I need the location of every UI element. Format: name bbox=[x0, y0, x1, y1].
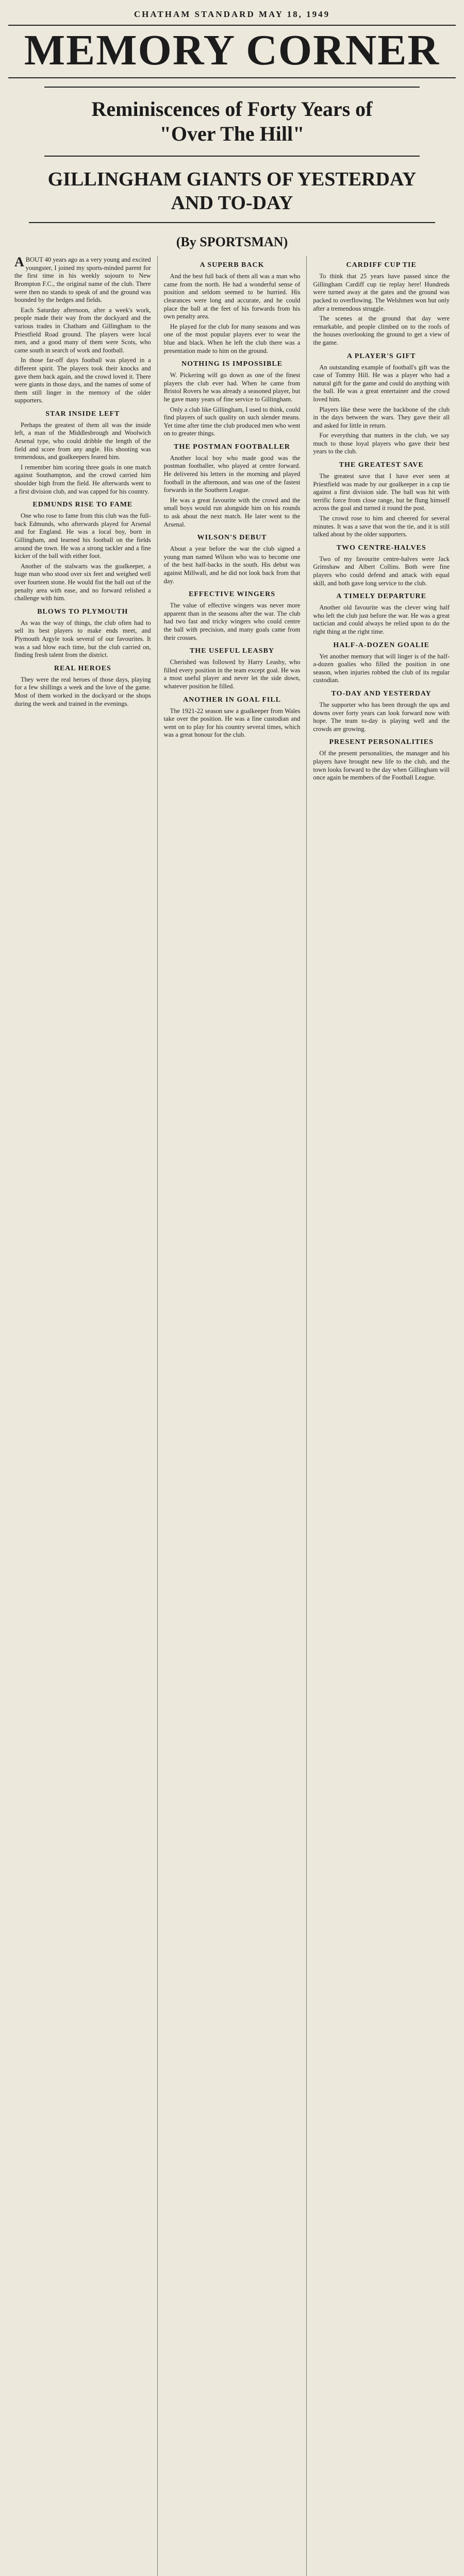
paragraph: The supporter who has been through the ups and downs over forty years can look forward now with hope. The team to-day is playing well and the crowds are growing. bbox=[313, 701, 450, 733]
subheading: HALF-A-DOZEN GOALIE bbox=[333, 641, 429, 649]
paragraph: Another old favourite was the clever wing half who left the club just before the war. He was a great tactician and could always be relied upon to do the right thing at the right time. bbox=[313, 604, 450, 635]
headline bbox=[29, 161, 435, 223]
paragraph: Of the present personalities, the manager and his players have brought new life to the club, and the town looks forward to the day when Gillingham will once again be members of the Football League. bbox=[313, 750, 450, 782]
paragraph: ABOUT 40 years ago as a very young and excited youngster, I joined my sports-minded parent for the first time in his weekly sojourn to New Brompton F.C., the original name of the club. There were then no stands to speak of and the ground was bounded by the hedges and fields. bbox=[14, 256, 151, 304]
subheading: TO-DAY AND YESTERDAY bbox=[331, 689, 432, 698]
subheading: WILSON'S DEBUT bbox=[197, 534, 267, 542]
paragraph: Yet another memory that will linger is of the half-a-dozen goalies who filled the position in one season, when injuries robbed the club of its regular custodian. bbox=[313, 652, 450, 684]
column-3 bbox=[307, 256, 456, 2576]
paragraph: For everything that matters in the club, we say much to those loyal players who gave their best years to the club. bbox=[313, 432, 450, 455]
paragraph: W. Pickering will go down as one of the finest players the club ever had. When he came from Bristol Rovers he was already a seasoned player, but he gave many years of fine service to Gillingham. bbox=[163, 371, 301, 403]
column-1 bbox=[8, 256, 158, 2576]
paragraph: One who rose to fame from this club was the full-back Edmunds, who afterwards played for Arsenal and for England. He was a local boy, born in Gillingham, and learned his football on the fields around the town. He was a strong tackler and a fine kicker of the ball with either foot. bbox=[14, 512, 151, 560]
subheading: THE GREATEST SAVE bbox=[339, 461, 424, 469]
divider bbox=[8, 77, 456, 78]
subheading: CARDIFF CUP TIE bbox=[346, 261, 417, 269]
paragraph: About a year before the war the club signed a young man named Wilson who was to become one of the best half-backs in the south. His debut was against Millwall, and he did not look back from that day. bbox=[163, 545, 301, 585]
paragraph: The scenes at the ground that day were remarkable, and people climbed on to the roofs of the houses overlooking the ground to get a view of the game. bbox=[313, 315, 450, 346]
subheading: A TIMELY DEPARTURE bbox=[336, 592, 426, 601]
subheading: THE POSTMAN FOOTBALLER bbox=[174, 443, 290, 451]
subheading: ANOTHER IN GOAL FILL bbox=[183, 696, 281, 704]
paragraph: Each Saturday afternoon, after a week's work, people made their way from the dockyard and the various trades in Chatham and Gillingham to the Priestfield Road ground. The players were local men, and a good many of them were Scots, who came south in search of work and football. bbox=[14, 306, 151, 354]
page-title: MEMORY CORNER bbox=[24, 26, 440, 74]
masthead bbox=[8, 9, 456, 78]
standfirst-line-1: Reminiscences of Forty Years of bbox=[91, 97, 373, 121]
subheading: TWO CENTRE-HALVES bbox=[336, 544, 426, 552]
headline-line-2: AND TO-DAY bbox=[171, 192, 293, 214]
standfirst-line-2: "Over The Hill" bbox=[159, 122, 305, 145]
standfirst bbox=[44, 87, 420, 157]
paragraph: The crowd rose to him and cheered for several minutes. It was a save that won the tie, and it is still talked about by the older supporters. bbox=[313, 515, 450, 538]
paragraph: The value of effective wingers was never more apparent than in the seasons after the war. The club had two fast and tricky wingers who could centre the ball with precision, and many goals came from their crosses. bbox=[163, 602, 301, 641]
paragraph: I remember him scoring three goals in one match against Southampton, and the crowd carried him shoulder high from the field. He afterwards went to a first division club, and was capped for his country. bbox=[14, 463, 151, 495]
headline-line-1: GILLINGHAM GIANTS OF YESTERDAY bbox=[47, 168, 417, 190]
subheading: REAL HEROES bbox=[54, 664, 111, 672]
paragraph: Cherished was followed by Harry Leasby, who filled every position in the team except goal. He was a most useful player and never let the side down, whatever position he filled. bbox=[163, 658, 301, 690]
subheading: THE USEFUL LEASBY bbox=[189, 647, 275, 655]
subheading: PRESENT PERSONALITIES bbox=[329, 738, 434, 747]
byline: (By SPORTSMAN) bbox=[176, 234, 288, 250]
subheading: BLOWS TO PLYMOUTH bbox=[37, 607, 128, 616]
paragraph: They were the real heroes of those days, playing for a few shillings a week and the love of the game. Most of them worked in the dockyard or the shops during the week and trained in the evenings. bbox=[14, 675, 151, 707]
paragraph: And the best full back of them all was a man who came from the north. He had a wonderful sense of position and seldom seemed to be hurried. His clearances were long and accurate, and he could place the ball at the feet of his forwards from his own penalty area. bbox=[163, 273, 301, 320]
subheading: EFFECTIVE WINGERS bbox=[188, 590, 276, 599]
paragraph: In those far-off days football was played in a different spirit. The players took their knocks and gave them back again, and the crowd loved it. There were giants in those days, and the names of some of them still linger in the memory of the older supporters. bbox=[14, 357, 151, 404]
paragraph: Another local boy who made good was the postman footballer, who played at centre forward. He delivered his letters in the morning and played football in the afternoon, and was one of the fastest forwards in the Southern League. bbox=[163, 454, 301, 494]
paragraph: He played for the club for many seasons and was one of the most popular players ever to wear the blue and black. When he left the club there was a presentation made to him on the ground. bbox=[163, 323, 301, 354]
paragraph: He was a great favourite with the crowd and the small boys would run alongside him on his rounds to ask about the next match. He later went to the Arsenal. bbox=[163, 496, 301, 528]
column-2 bbox=[158, 256, 307, 2576]
subheading: STAR INSIDE LEFT bbox=[45, 410, 120, 418]
paragraph: The 1921-22 season saw a goalkeeper from Wales take over the position. He was a fine custodian and went on to play for his country several times, which was a great honour for the club. bbox=[163, 707, 301, 739]
subheading: A SUPERB BACK bbox=[200, 261, 264, 269]
divider bbox=[8, 25, 456, 26]
subheading: EDMUNDS RISE TO FAME bbox=[32, 501, 133, 509]
subheading: A PLAYER'S GIFT bbox=[346, 352, 416, 360]
paragraph: Players like these were the backbone of the club in the days between the wars. They gave their all and asked for little in return. bbox=[313, 405, 450, 429]
paragraph: Only a club like Gillingham, I used to think, could find players of such quality on such slender means. Yet time after time the club produced men who went on to greater things. bbox=[163, 405, 301, 437]
paragraph: To think that 25 years have passed since the Gillingham Cardiff cup tie replay here! Hundreds were turned away at the gates and the ground was packed to overflowing. The Welshmen won but only after a tremendous struggle. bbox=[313, 273, 450, 312]
publication-line: CHATHAM STANDARD MAY 18, 1949 bbox=[134, 9, 330, 19]
paragraph: Another of the stalwarts was the goalkeeper, a huge man who stood over six feet and weighed well over fourteen stone. He would fist the ball out of the penalty area with ease, and no forward relished a challenge with him. bbox=[14, 562, 151, 602]
paragraph: An outstanding example of football's gift was the case of Tommy Hill. He was a player who had a natural gift for the game and could do anything with the ball. He was a great entertainer and the crowd loved him. bbox=[313, 363, 450, 403]
paragraph: Perhaps the greatest of them all was the inside left, a man of the Middlesbrough and Woolwich Arsenal type, who could dribble the length of the field and score from any angle. His shooting was tremendous, and goalkeepers feared him. bbox=[14, 421, 151, 461]
paragraph: As was the way of things, the club often had to sell its best players to make ends meet, and Plymouth Argyle took several of our favourites. It was a sad blow each time, but the club carried on, finding fresh talent from the district. bbox=[14, 619, 151, 659]
article-columns bbox=[8, 256, 456, 2576]
subheading: NOTHING IS IMPOSSIBLE bbox=[181, 360, 283, 368]
paragraph: The greatest save that I have ever seen at Priestfield was made by our goalkeeper in a cup tie against a first division side. The ball was hit with terrific force from close range, but he flung himself across the goal and turned it round the post. bbox=[313, 472, 450, 512]
paragraph: Two of my favourite centre-halves were Jack Grimshaw and Albert Collins. Both were fine players who could defend and attack with equal skill, and both gave long service to the club. bbox=[313, 555, 450, 587]
